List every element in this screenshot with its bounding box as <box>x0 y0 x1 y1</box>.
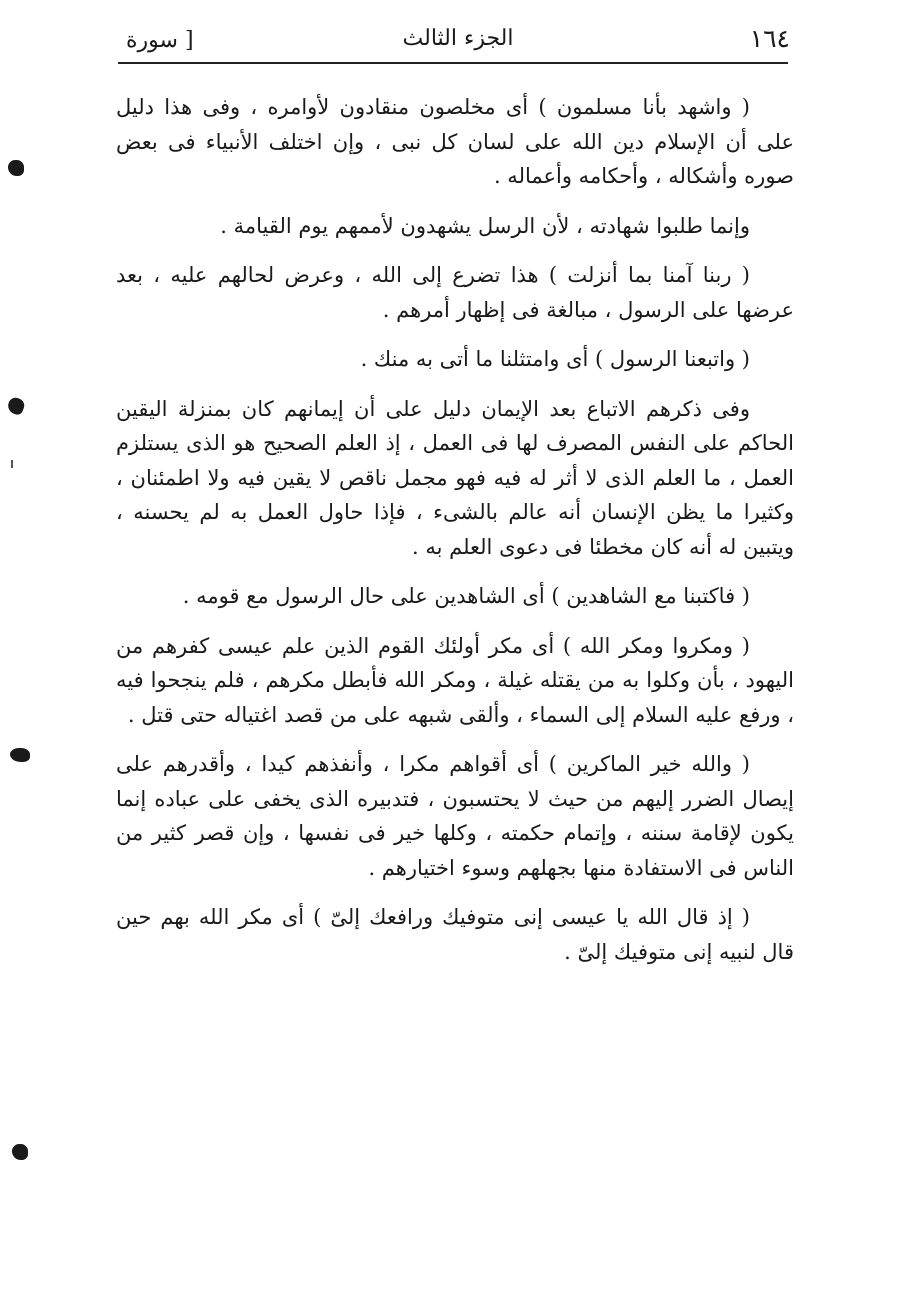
paragraph: ( ربنا آمنا بما أنزلت ) هذا تضرع إلى الله ، وعرض لحالهم عليه ، بعد عرضها على الرسول ، مبالغة فى إظهار أمرهم . <box>116 263 794 322</box>
binding-hole-mark <box>8 160 24 176</box>
header-rule <box>118 62 788 64</box>
binding-hole-mark <box>6 396 27 417</box>
part-title: الجزء الثالث <box>402 26 514 51</box>
page-number: ١٦٤ <box>749 24 790 53</box>
binding-hole-mark <box>12 1144 28 1160</box>
binding-hole-mark <box>10 748 30 762</box>
surah-label: [ سورة <box>126 28 194 53</box>
running-header <box>118 22 798 66</box>
paragraph: ( ومكروا ومكر الله ) أى مكر أولئك القوم الذين علم عيسى كفرهم من اليهود ، بأن وكلوا به من يقتله غيلة ، ومكر الله فأبطل مكرهم ، فلم ينجحوا فيه ، ورفع عليه السلام إلى السماء ، وألقى شبهه على من قصد اغتياله حتى قتل . <box>116 633 794 727</box>
paragraph: ( والله خير الماكرين ) أى أقواهم مكرا ، وأنفذهم كيدا ، وأقدرهم على إيصال الضرر إليهم من حيث لا يحتسبون ، فتدبيره الذى يخفى على عباده إنما يكون لإقامة سننه ، وإتمام حكمته ، وكلها خير فى نفسها ، وإن قصر كثير من الناس فى الاستفادة منها بجهلهم وسوء اختيارهم . <box>116 752 794 880</box>
margin-tick-mark <box>11 460 13 468</box>
body-text <box>116 90 794 984</box>
paragraph: وإنما طلبوا شهادته ، لأن الرسل يشهدون لأممهم يوم القيامة . <box>220 213 750 238</box>
paragraph: ( واتبعنا الرسول ) أى وامتثلنا ما أتى به منك . <box>360 347 750 371</box>
paragraph: وفى ذكرهم الاتباع بعد الإيمان دليل على أن إيمانهم كان بمنزلة اليقين الحاكم على النفس المصرف لها فى العمل ، إذ العلم الصحيح هو الذى يستلزم العمل ، ما العلم الذى لا أثر له فيه فهو مجمل ناقص لا يقين فيه ولا اطمئنان ، وكثيرا ما يظن الإنسان أنه عالم بالشىء ، فإذا حاول العمل به لم يحسنه ، ويتبين له أنه كان مخطئا فى دعوى العلم به . <box>116 396 794 559</box>
paragraph: ( واشهد بأنا مسلمون ) أى مخلصون منقادون لأوامره ، وفى هذا دليل على أن الإسلام دين الله على لسان كل نبى ، وإن اختلف الأنبياء فى بعض صوره وأشكاله ، وأحكامه وأعماله . <box>116 95 794 188</box>
paragraph: ( إذ قال الله يا عيسى إنى متوفيك ورافعك إلىّ ) أى مكر الله بهم حين قال لنبيه إنى متوفيك إلىّ . <box>116 905 794 964</box>
paragraph: ( فاكتبنا مع الشاهدين ) أى الشاهدين على حال الرسول مع قومه . <box>182 584 750 608</box>
